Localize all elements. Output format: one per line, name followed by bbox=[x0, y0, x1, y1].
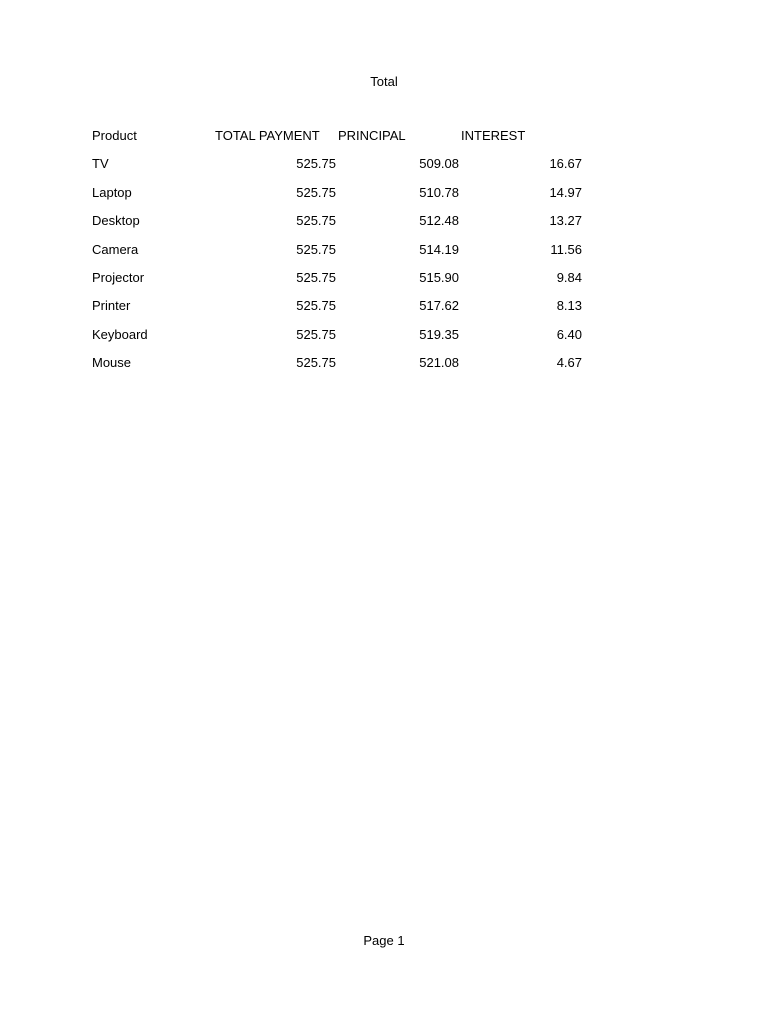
cell-principal: 512.48 bbox=[419, 213, 459, 229]
cell-principal: 519.35 bbox=[419, 326, 459, 342]
cell-principal: 509.08 bbox=[419, 156, 459, 172]
cell-interest: 14.97 bbox=[549, 184, 582, 200]
cell-product: Camera bbox=[92, 241, 139, 257]
cell-interest: 11.56 bbox=[550, 241, 582, 257]
header-interest: INTEREST bbox=[461, 128, 526, 143]
cell-product: Projector bbox=[92, 269, 145, 285]
cell-product: Keyboard bbox=[92, 326, 148, 342]
cell-interest: 8.13 bbox=[556, 298, 582, 314]
cell-interest: 16.67 bbox=[549, 156, 582, 172]
cell-total-payment: 525.75 bbox=[296, 326, 336, 342]
cell-interest: 6.40 bbox=[556, 326, 582, 342]
cell-principal: 517.62 bbox=[419, 298, 459, 314]
cell-total-payment: 525.75 bbox=[296, 213, 336, 229]
cell-total-payment: 525.75 bbox=[296, 241, 336, 257]
cell-interest: 13.27 bbox=[549, 213, 582, 229]
cell-principal: 514.19 bbox=[419, 241, 459, 257]
cell-principal: 510.78 bbox=[419, 184, 459, 200]
cell-product: Desktop bbox=[92, 213, 140, 229]
cell-principal: 521.08 bbox=[419, 355, 459, 371]
cell-interest: 9.84 bbox=[556, 269, 582, 285]
header-product: Product bbox=[92, 128, 137, 143]
cell-product: TV bbox=[92, 156, 109, 172]
cell-total-payment: 525.75 bbox=[296, 298, 336, 314]
cell-interest: 4.67 bbox=[556, 355, 582, 371]
cell-product: Mouse bbox=[92, 355, 132, 371]
cell-total-payment: 525.75 bbox=[296, 355, 336, 371]
page-number: Page 1 bbox=[363, 933, 405, 948]
header-principal: PRINCIPAL bbox=[338, 128, 406, 143]
cell-product: Printer bbox=[92, 298, 131, 314]
cell-principal: 515.90 bbox=[419, 269, 459, 285]
cell-total-payment: 525.75 bbox=[296, 184, 336, 200]
cell-total-payment: 525.75 bbox=[296, 269, 336, 285]
cell-total-payment: 525.75 bbox=[296, 156, 336, 172]
page-title: Total bbox=[370, 74, 398, 89]
cell-product: Laptop bbox=[92, 184, 132, 200]
header-total-payment: TOTAL PAYMENT bbox=[215, 128, 320, 143]
